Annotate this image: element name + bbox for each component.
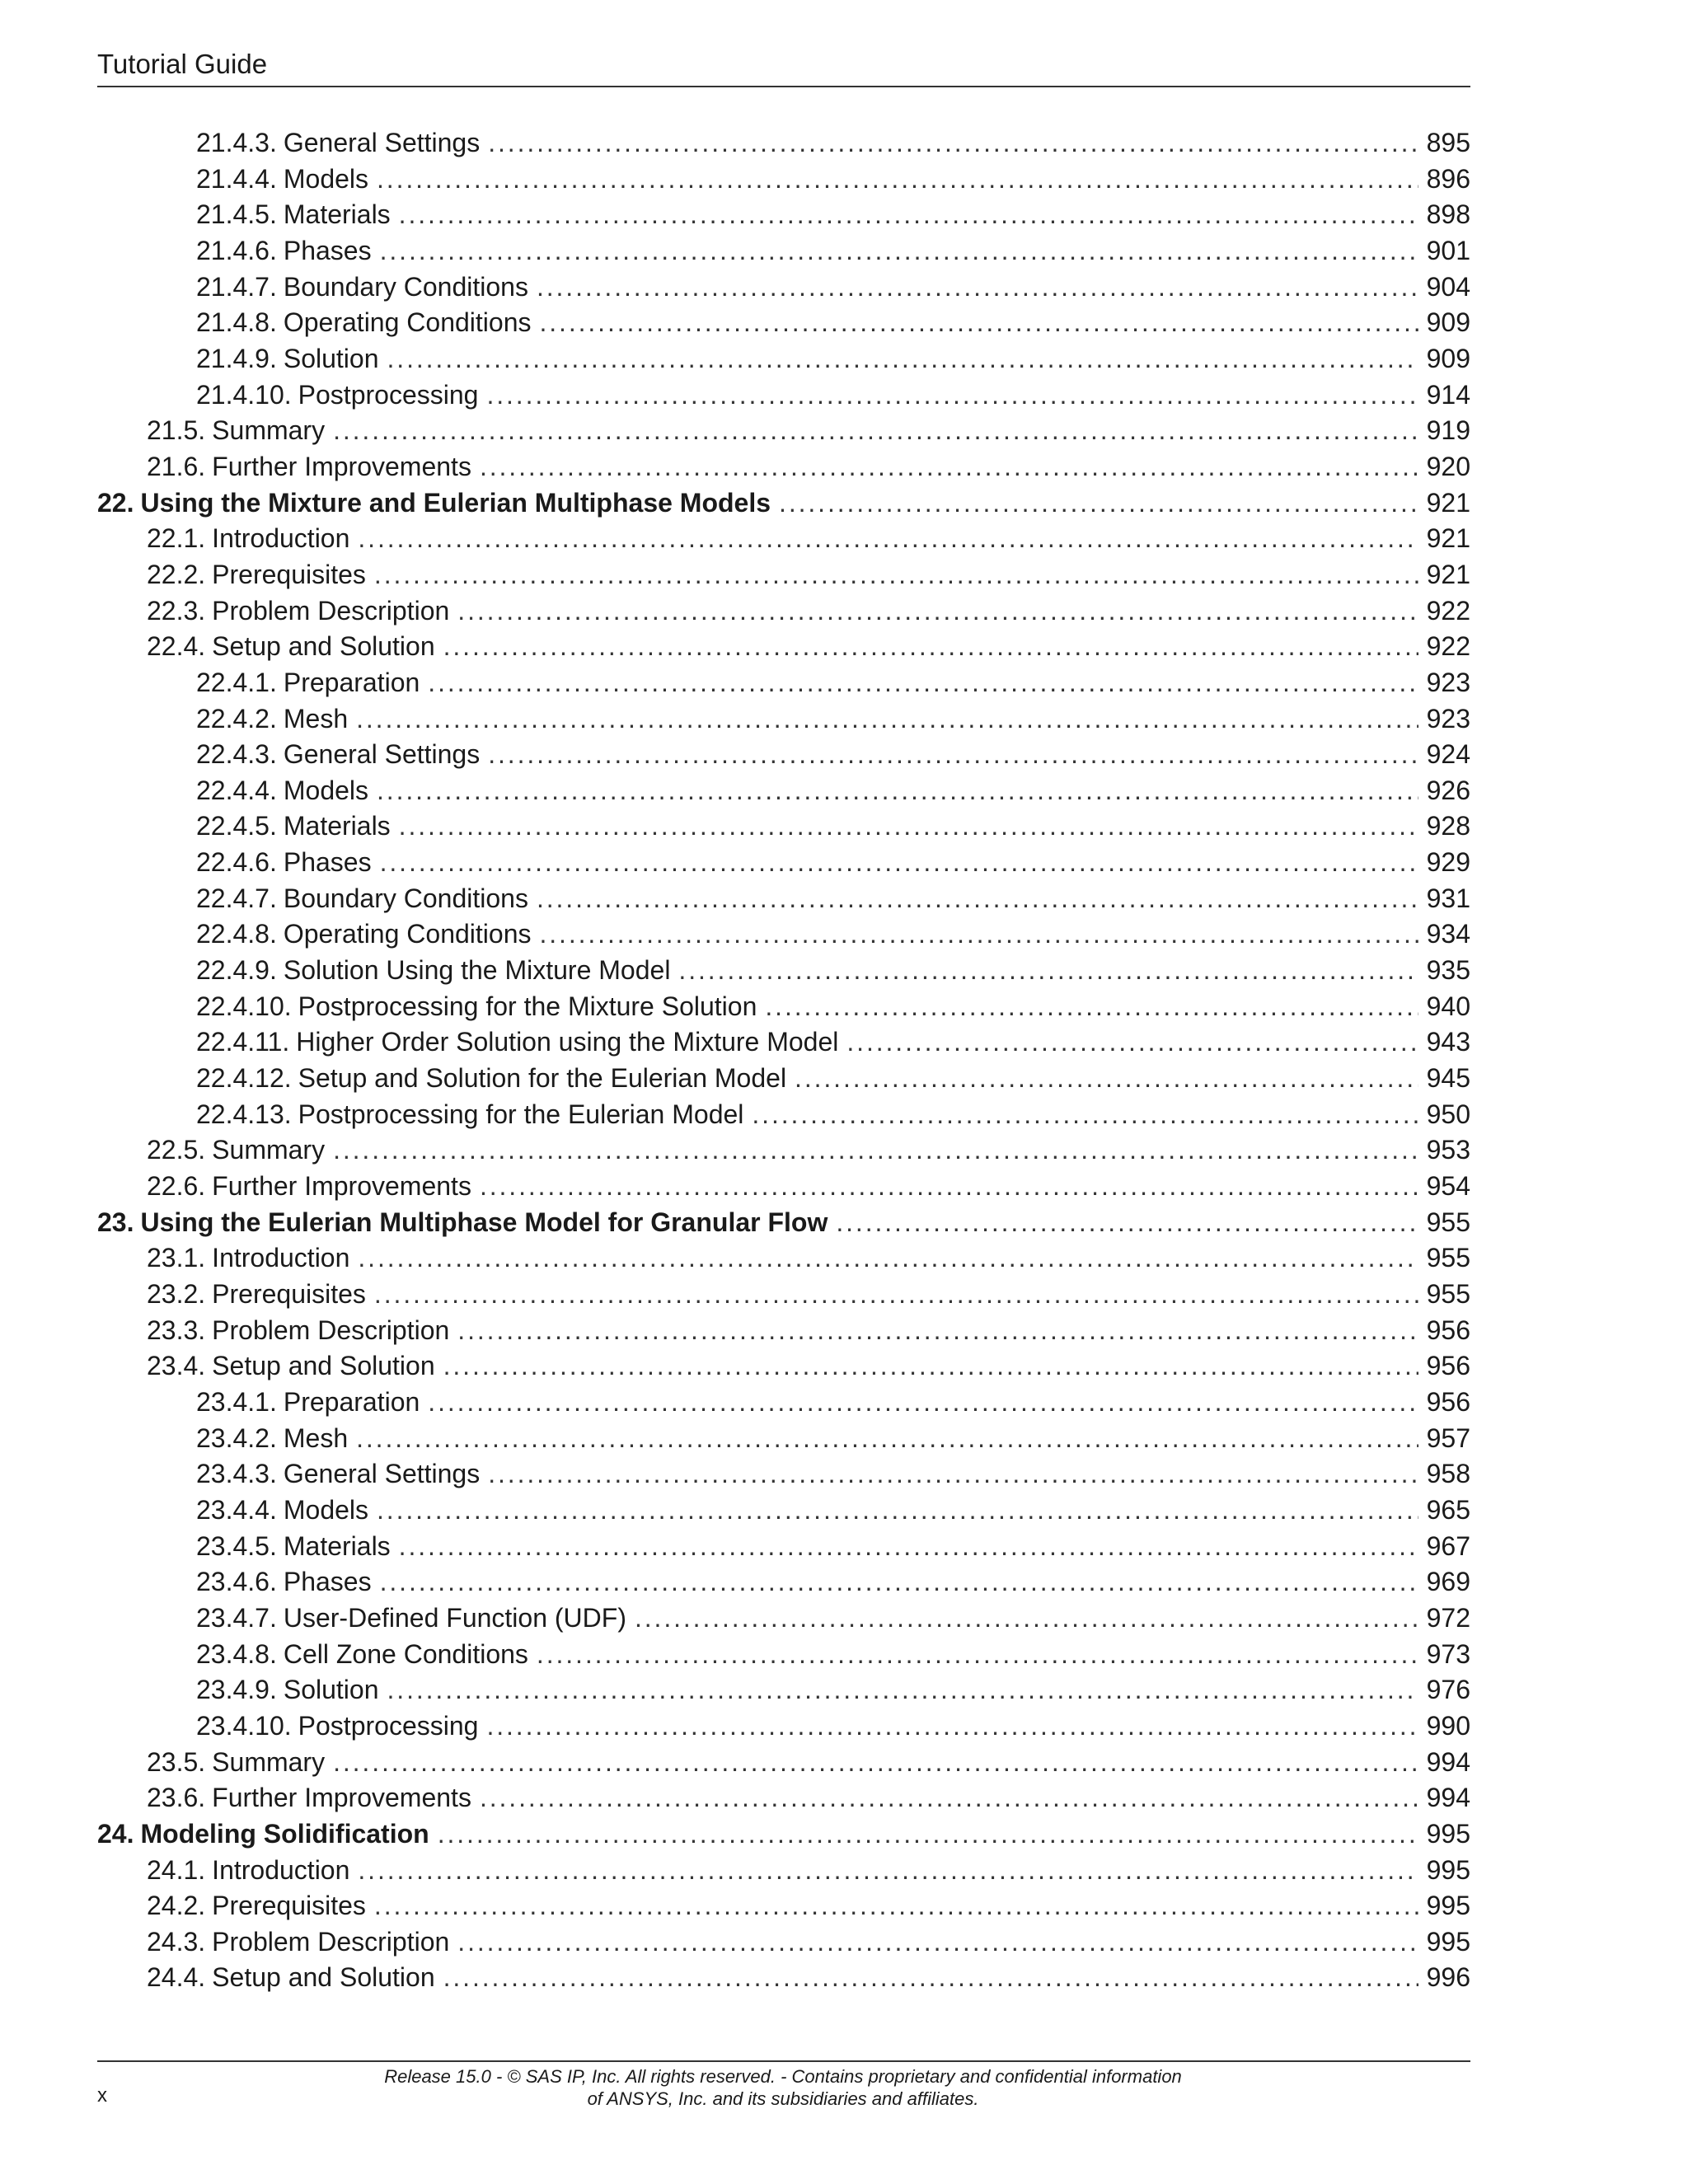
toc-entry-number: 24.2. [147,1891,206,1921]
toc-dot-leader [377,162,1418,198]
toc-entry-title: Setup and Solution [212,1962,435,1993]
toc-dot-leader [779,485,1418,522]
toc-entry[interactable] [97,593,1470,630]
toc-entry[interactable] [97,881,1470,917]
toc-entry[interactable] [97,305,1470,341]
toc-entry[interactable] [97,557,1470,593]
toc-entry-number: 23.4.5. [196,1530,277,1561]
footer-copyright [330,2065,1236,2110]
toc-entry-page: 955 [1426,1279,1470,1309]
toc-dot-leader [765,989,1418,1025]
toc-entry-page: 969 [1426,1567,1470,1597]
toc-entry-number: 22.4.5. [196,811,277,841]
toc-entry[interactable] [97,1277,1470,1313]
toc-entry-title: Cell Zone Conditions [283,1638,528,1669]
toc-entry-page: 921 [1426,523,1470,554]
toc-entry[interactable] [97,1169,1470,1205]
toc-entry[interactable] [97,269,1470,306]
toc-entry-page: 940 [1426,991,1470,1021]
toc-dot-leader [539,916,1418,953]
toc-entry-title: Models [283,163,369,194]
toc-entry-page: 994 [1426,1783,1470,1813]
toc-entry-page: 914 [1426,379,1470,410]
toc-entry-page: 921 [1426,559,1470,589]
toc-entry-number: 22.4.13. [196,1099,292,1129]
toc-entry-page: 996 [1426,1962,1470,1993]
toc-entry-page: 934 [1426,919,1470,949]
toc-entry-title: Phases [283,235,372,265]
toc-entry[interactable] [97,629,1470,665]
toc-entry[interactable] [97,808,1470,845]
toc-dot-leader [428,665,1418,701]
toc-dot-leader [358,521,1418,557]
toc-entry-number: 23.3. [147,1315,206,1345]
toc-entry-number: 21.4.7. [196,271,277,302]
toc-dot-leader [374,1277,1418,1313]
toc-entry-title: Introduction [212,1854,350,1885]
toc-entry-title: Using the Mixture and Eulerian Multiphase Models [140,487,771,518]
toc-entry[interactable] [97,377,1470,414]
toc-dot-leader [539,305,1418,341]
toc-dot-leader [428,1385,1418,1421]
toc-dot-leader [480,1169,1418,1205]
toc-entry-number: 22.5. [147,1135,206,1165]
toc-entry[interactable] [97,1456,1470,1493]
toc-entry-title: Preparation [283,667,420,697]
toc-entry[interactable] [97,1601,1470,1637]
toc-dot-leader [399,1529,1418,1565]
toc-entry-page: 976 [1426,1675,1470,1705]
toc-entry-number: 23.4.2. [196,1422,277,1453]
toc-entry-page: 909 [1426,307,1470,338]
toc-entry-page: 953 [1426,1135,1470,1165]
toc-entry-number: 23.4.4. [196,1494,277,1525]
toc-entry[interactable] [97,1385,1470,1421]
toc-entry-number: 22.4.7. [196,883,277,913]
toc-entry-page: 923 [1426,667,1470,697]
toc-entry-number: 24.1. [147,1854,206,1885]
toc-entry-page: 935 [1426,955,1470,986]
toc-entry-number: 23.2. [147,1279,206,1309]
toc-entry-title: Introduction [212,1243,350,1273]
toc-entry-title: Preparation [283,1386,420,1417]
toc-entry-page: 956 [1426,1351,1470,1381]
toc-entry-number: 23.4.8. [196,1638,277,1669]
toc-dot-leader [846,1024,1418,1061]
toc-dot-leader [380,233,1418,269]
toc-dot-leader [537,881,1418,917]
toc-entry-number: 22.6. [147,1171,206,1202]
toc-dot-leader [488,1456,1418,1493]
toc-dot-leader [443,1348,1418,1385]
toc-entry-title: Summary [212,415,326,446]
toc-dot-leader [457,593,1418,630]
toc-entry-title: Models [283,1494,369,1525]
toc-entry-number: 22.4.2. [196,703,277,733]
toc-entry-title: Models [283,775,369,805]
toc-entry-title: Mesh [283,1422,349,1453]
toc-dot-leader [457,1924,1418,1961]
toc-dot-leader [486,377,1418,414]
toc-entry-title: Introduction [212,523,350,554]
toc-entry-number: 23.1. [147,1243,206,1273]
toc-entry[interactable] [97,1024,1470,1061]
toc-entry-page: 926 [1426,775,1470,805]
toc-entry-title: Using the Eulerian Multiphase Model for Granular Flow [140,1207,828,1237]
toc-entry-number: 22.3. [147,595,206,626]
toc-entry-page: 950 [1426,1099,1470,1129]
header-divider [97,86,1470,87]
toc-dot-leader [380,845,1418,881]
toc-dot-leader [333,1132,1418,1169]
toc-entry-number: 23.6. [147,1783,206,1813]
toc-dot-leader [488,737,1418,773]
toc-entry-title: Problem Description [212,595,450,626]
toc-entry[interactable] [97,1924,1470,1961]
toc-entry-page: 928 [1426,811,1470,841]
toc-dot-leader [374,1888,1418,1924]
toc-entry-title: Postprocessing [298,1710,479,1741]
toc-entry-number: 22.4.8. [196,919,277,949]
toc-entry[interactable] [97,953,1470,989]
toc-entry-title: Phases [283,847,372,878]
toc-dot-leader [380,1564,1418,1601]
toc-entry[interactable] [97,1780,1470,1816]
toc-entry-title: Problem Description [212,1926,450,1957]
toc-entry-title: Operating Conditions [283,307,532,338]
toc-entry-number: 21.4.10. [196,379,292,410]
toc-entry[interactable] [97,449,1470,485]
toc-dot-leader [333,1745,1418,1781]
toc-entry-page: 995 [1426,1818,1470,1849]
toc-entry[interactable] [97,1745,1470,1781]
toc-entry-number: 21.4.9. [196,343,277,373]
toc-entry[interactable] [97,916,1470,953]
toc-entry-number: 24.3. [147,1926,206,1957]
footer-copyright-line1: Release 15.0 - © SAS IP, Inc. All rights reserved. - Contains proprietary and confidential information [384,2066,1182,2087]
toc-entry-number: 22.4.11. [196,1027,290,1057]
toc-entry[interactable] [97,1493,1470,1529]
toc-entry-title: Prerequisites [212,1891,366,1921]
toc-entry-number: 23.4.3. [196,1459,277,1489]
toc-entry-page: 895 [1426,128,1470,157]
toc-entry-number: 22.4. [147,631,206,662]
toc-dot-leader [438,1816,1418,1853]
toc-entry[interactable] [97,485,1470,522]
toc-entry[interactable] [97,341,1470,377]
toc-entry-page: 931 [1426,883,1470,913]
toc-entry[interactable] [97,233,1470,269]
toc-entry-page: 956 [1426,1315,1470,1345]
toc-entry-title: General Settings [283,128,481,157]
toc-entry-number: 24.4. [147,1962,206,1993]
toc-entry-page: 943 [1426,1027,1470,1057]
toc-entry-title: Solution [283,1675,379,1705]
toc-dot-leader [678,953,1418,989]
toc-entry-page: 929 [1426,847,1470,878]
toc-entry-title: Modeling Solidification [140,1818,429,1849]
toc-entry-page: 924 [1426,739,1470,770]
toc-entry-page: 990 [1426,1710,1470,1741]
toc-entry-number: 21.6. [147,451,206,481]
toc-dot-leader [377,1493,1418,1529]
toc-dot-leader [356,1421,1418,1457]
toc-dot-leader [836,1205,1418,1241]
toc-entry-number: 23.4.9. [196,1675,277,1705]
toc-entry-title: Postprocessing for the Mixture Solution [298,991,757,1021]
toc-entry-title: Prerequisites [212,1279,366,1309]
toc-dot-leader [358,1240,1418,1277]
toc-entry[interactable] [97,1421,1470,1457]
toc-entry-title: Further Improvements [212,1783,471,1813]
toc-dot-leader [443,629,1418,665]
toc-entry-title: Mesh [283,703,349,733]
toc-entry[interactable] [97,125,1470,162]
toc-entry-page: 904 [1426,271,1470,302]
toc-entry-title: General Settings [283,1459,481,1489]
toc-entry[interactable] [97,1097,1470,1133]
toc-entry-page: 972 [1426,1602,1470,1633]
toc-entry-page: 909 [1426,343,1470,373]
toc-dot-leader [387,341,1418,377]
toc-entry-page: 901 [1426,235,1470,265]
toc-entry-title: Boundary Conditions [283,271,528,302]
toc-entry[interactable] [97,1529,1470,1565]
toc-entry-page: 920 [1426,451,1470,481]
toc-entry-page: 945 [1426,1063,1470,1094]
toc-dot-leader [635,1601,1418,1637]
toc-dot-leader [457,1313,1418,1349]
toc-entry[interactable] [97,1205,1470,1241]
page-header-title: Tutorial Guide [97,49,268,79]
footer-divider [97,2060,1470,2062]
toc-entry[interactable] [97,1888,1470,1924]
toc-dot-leader [399,197,1418,233]
toc-dot-leader [480,1780,1418,1816]
toc-entry-title: Boundary Conditions [283,883,528,913]
toc-entry-page: 956 [1426,1386,1470,1417]
toc-entry[interactable] [97,162,1470,198]
toc-entry-page: 922 [1426,595,1470,626]
toc-entry-title: Setup and Solution for the Eulerian Model [298,1063,787,1094]
toc-dot-leader [356,701,1418,738]
toc-entry-number: 22.4.3. [196,739,277,770]
toc-entry-title: Materials [283,199,391,230]
toc-entry-page: 955 [1426,1207,1470,1237]
toc-entry-number: 23.4.6. [196,1567,277,1597]
toc-entry-title: Problem Description [212,1315,450,1345]
toc-entry-number: 21.4.6. [196,235,277,265]
toc-entry-number: 22.4.1. [196,667,277,697]
toc-entry-page: 955 [1426,1243,1470,1273]
toc-entry[interactable] [97,1240,1470,1277]
toc-entry-number: 22.1. [147,523,206,554]
toc-dot-leader [333,413,1418,449]
toc-dot-leader [480,449,1418,485]
toc-entry-title: Postprocessing for the Eulerian Model [298,1099,744,1129]
toc-entry-page: 922 [1426,631,1470,662]
footer-page-number: x [97,2084,107,2107]
toc-entry-number: 21.4.8. [196,307,277,338]
toc-entry-page: 954 [1426,1171,1470,1202]
toc-entry[interactable] [97,989,1470,1025]
toc-entry-title: Higher Order Solution using the Mixture Model [296,1027,839,1057]
toc-dot-leader [537,1637,1418,1673]
toc-entry-number: 23.4.10. [196,1710,292,1741]
toc-entry-page: 965 [1426,1494,1470,1525]
toc-dot-leader [377,773,1418,809]
toc-entry-number: 23.4.1. [196,1386,277,1417]
toc-entry-title: Materials [283,1530,391,1561]
toc-entry-title: General Settings [283,739,481,770]
toc-entry-number: 21.4.3. [196,128,277,157]
toc-dot-leader [488,125,1418,162]
toc-dot-leader [358,1853,1418,1889]
toc-entry-page: 973 [1426,1638,1470,1669]
toc-entry-number: 21.4.5. [196,199,277,230]
toc-entry[interactable] [97,845,1470,881]
toc-entry-number: 23. [97,1207,134,1237]
toc-entry-page: 995 [1426,1926,1470,1957]
toc-entry[interactable] [97,665,1470,701]
toc-entry-number: 22.4.10. [196,991,292,1021]
toc-entry-title: Further Improvements [212,451,471,481]
toc-entry-page: 957 [1426,1422,1470,1453]
toc-entry-number: 22. [97,487,134,518]
toc-entry-title: Further Improvements [212,1171,471,1202]
toc-entry-page: 921 [1426,487,1470,518]
toc-entry[interactable] [97,521,1470,557]
toc-dot-leader [537,269,1418,306]
toc-entry-number: 21.4.4. [196,163,277,194]
toc-dot-leader [399,808,1418,845]
toc-dot-leader [795,1061,1418,1097]
toc-entry-number: 23.5. [147,1746,206,1777]
toc-entry[interactable] [97,1816,1470,1853]
toc-entry-number: 22.4.9. [196,955,277,986]
toc-entry-page: 958 [1426,1459,1470,1489]
toc-entry-page: 898 [1426,199,1470,230]
toc-entry-number: 21.5. [147,415,206,446]
toc-entry-title: Setup and Solution [212,631,435,662]
toc-entry[interactable] [97,1853,1470,1889]
toc-entry[interactable] [97,1960,1470,1996]
toc-dot-leader [374,557,1418,593]
toc-entry-title: Materials [283,811,391,841]
toc-entry-title: Prerequisites [212,559,366,589]
toc-entry[interactable] [97,1564,1470,1601]
footer-copyright-line2: of ANSYS, Inc. and its subsidiaries and affiliates. [587,2088,979,2109]
toc-entry[interactable] [97,701,1470,738]
toc-entry-title: Phases [283,1567,372,1597]
toc-entry[interactable] [97,1132,1470,1169]
toc-entry-number: 22.4.6. [196,847,277,878]
toc-entry[interactable] [97,413,1470,449]
toc-entry-title: Solution Using the Mixture Model [283,955,671,986]
toc-entry-number: 22.2. [147,559,206,589]
toc-entry-number: 23.4. [147,1351,206,1381]
toc-entry-number: 24. [97,1818,134,1849]
toc-entry[interactable] [97,773,1470,809]
toc-entry[interactable] [97,1708,1470,1745]
toc-entry-title: Operating Conditions [283,919,532,949]
toc-entry-title: Solution [283,343,379,373]
toc-entry-title: Summary [212,1746,326,1777]
toc-entry[interactable] [97,1348,1470,1385]
toc-entry-number: 22.4.4. [196,775,277,805]
toc-entry[interactable] [97,1313,1470,1349]
toc-entry-title: User-Defined Function (UDF) [283,1602,626,1633]
toc-entry[interactable] [97,197,1470,233]
toc-entry-title: Setup and Solution [212,1351,435,1381]
toc-entry-page: 919 [1426,415,1470,446]
toc-entry[interactable] [97,1672,1470,1708]
toc-entry[interactable] [97,1061,1470,1097]
toc-dot-leader [443,1960,1418,1996]
toc-entry[interactable] [97,1637,1470,1673]
toc-entry-page: 995 [1426,1891,1470,1921]
toc-entry-page: 896 [1426,163,1470,194]
toc-entry-page: 967 [1426,1530,1470,1561]
toc-entry-page: 995 [1426,1854,1470,1885]
table-of-contents [97,125,1470,1996]
toc-entry-page: 923 [1426,703,1470,733]
toc-entry-page: 994 [1426,1746,1470,1777]
toc-entry-title: Summary [212,1135,326,1165]
toc-entry-title: Postprocessing [298,379,479,410]
toc-entry-number: 22.4.12. [196,1063,292,1094]
toc-entry-number: 23.4.7. [196,1602,277,1633]
toc-dot-leader [387,1672,1418,1708]
toc-dot-leader [752,1097,1418,1133]
toc-dot-leader [486,1708,1418,1745]
toc-entry[interactable] [97,737,1470,773]
